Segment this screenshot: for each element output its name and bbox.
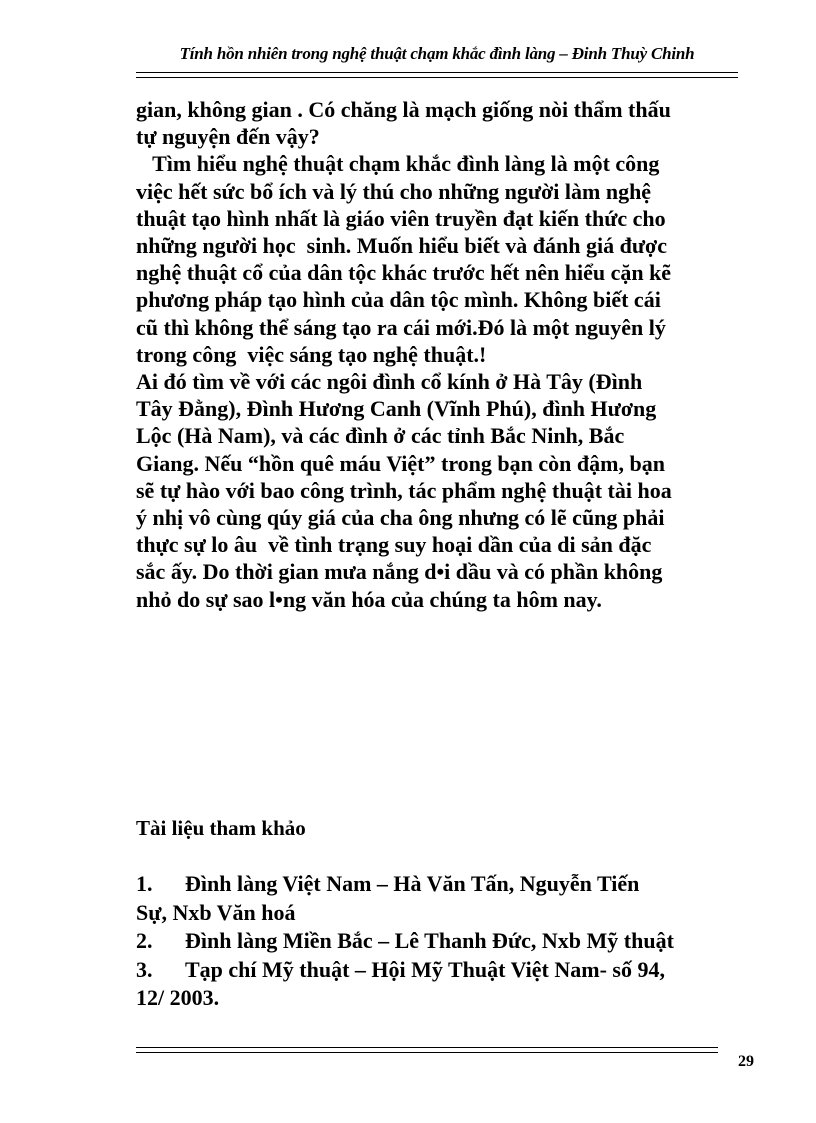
reference-item [136, 956, 756, 985]
body-line: Lộc (Hà Nam), và các đình ở các tỉnh Bắc Ninh, Bắc [136, 423, 625, 449]
body-line: gian, không gian . Có chăng là mạch giống nòi thẩm thấu [136, 97, 671, 122]
references-list [136, 870, 756, 1013]
body-line: những người học sinh. Muốn hiểu biết và đánh giá được [136, 233, 668, 259]
reference-number: 2. [136, 928, 153, 953]
body-line: Tìm hiểu nghệ thuật chạm khắc đình làng là một công [136, 151, 660, 177]
reference-item-continuation: 12/ 2003. [136, 985, 220, 1010]
reference-text: Đình làng Miền Bắc – Lê Thanh Đức, Nxb Mỹ thuật [185, 928, 674, 953]
running-header: Tính hồn nhiên trong nghệ thuật chạm khắc đình làng – Đinh Thuỳ Chinh [179, 44, 695, 63]
reference-text: Đình làng Việt Nam – Hà Văn Tấn, Nguyễn Tiến [185, 871, 640, 896]
body-line: nghệ thuật cổ của dân tộc khác trước hết nên hiểu cặn kẽ [136, 260, 672, 286]
body-line: trong công việc sáng tạo nghệ thuật.! [136, 341, 487, 367]
body-line: Ai đó tìm về với các ngôi đình cổ kính ở Hà Tây (Đình [136, 369, 643, 395]
header-double-rule [136, 72, 738, 78]
body-line: ý nhị vô cùng qúy giá của cha ông nhưng có lẽ cũng phải [136, 505, 665, 531]
body-line: việc hết sức bổ ích và lý thú cho những người làm nghệ [136, 178, 652, 204]
reference-number: 3. [136, 956, 153, 982]
body-line: thực sự lo âu về tình trạng suy hoại dần của di sản đặc [136, 532, 652, 558]
reference-number: 1. [136, 871, 153, 896]
body-line: tự nguyện đến vậy? [136, 124, 320, 150]
body-line: thuật tạo hình nhất là giáo viên truyền đạt kiến thức cho [136, 205, 666, 231]
body-line: sẽ tự hào với bao công trình, tác phẩm nghệ thuật tài hoa [136, 477, 672, 503]
body-line: phương pháp tạo hình của dân tộc mình. Không biết cái [136, 287, 661, 313]
reference-item-continuation: Sự, Nxb Văn hoá [136, 899, 296, 925]
references-title: Tài liệu tham khảo [136, 816, 306, 840]
body-line: sắc ấy. Do thời gian mưa nắng d•i dầu và có phần không [136, 559, 663, 585]
body-line: Tây Đằng), Đình Hương Canh (Vĩnh Phú), đình Hương [136, 396, 657, 422]
body-line: cũ thì không thể sáng tạo ra cái mới.Đó là một nguyên lý [136, 314, 666, 340]
reference-item [136, 927, 756, 956]
body-line: nhỏ do sự sao l•ng văn hóa của chúng ta hôm nay. [136, 586, 602, 612]
reference-text: Tạp chí Mỹ thuật – Hội Mỹ Thuật Việt Nam- số 94, [185, 956, 665, 982]
body-text [136, 96, 746, 613]
reference-item [136, 870, 756, 899]
footer-double-rule [136, 1047, 718, 1053]
page-number: 29 [738, 1053, 754, 1070]
body-line: Giang. Nếu “hồn quê máu Việt” trong bạn còn đậm, bạn [136, 450, 665, 476]
